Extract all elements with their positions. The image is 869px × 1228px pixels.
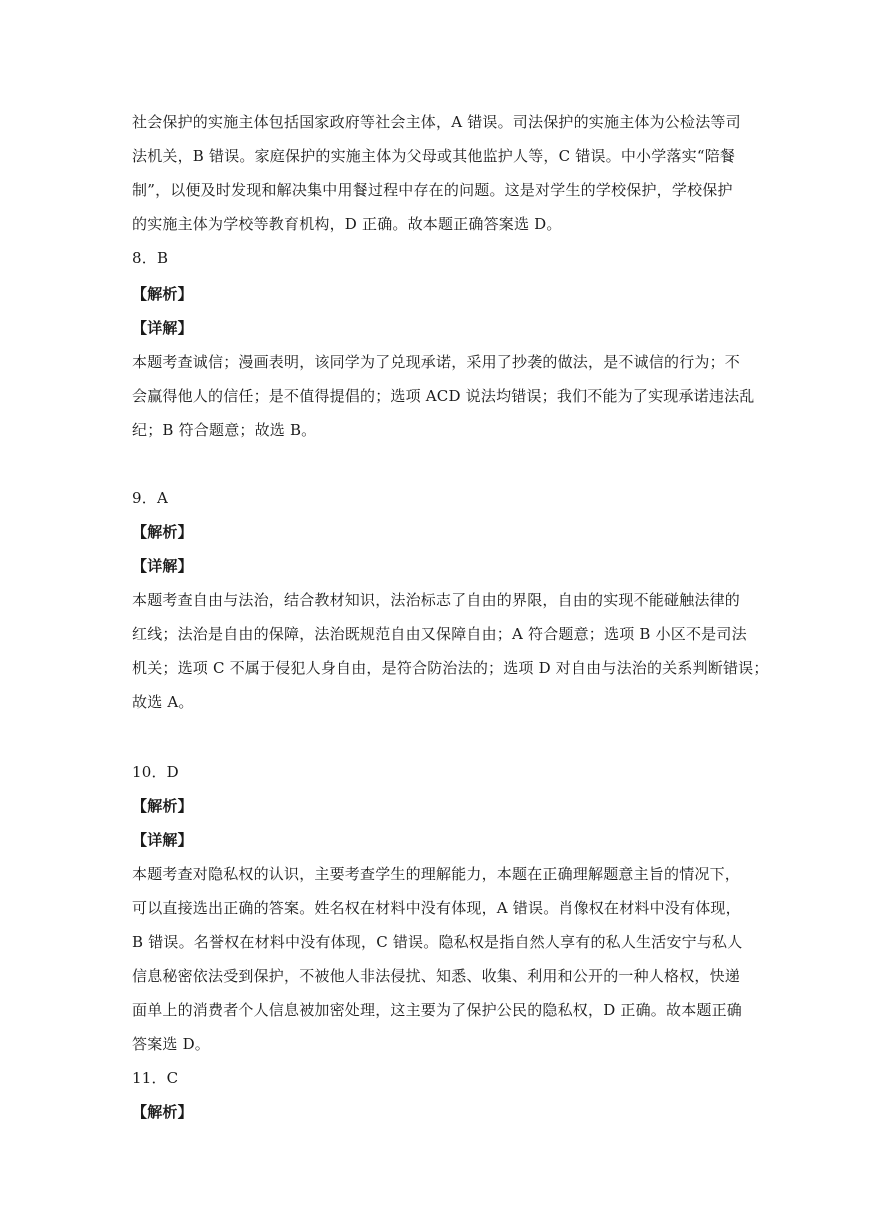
q10-detail-label: 【详解】 xyxy=(132,831,193,849)
q10-detail-line-3: B 错误。名誉权在材料中没有体现，C 错误。隐私权是指自然人享有的私人生活安宁与私人 xyxy=(132,933,743,951)
intro-line-2: 法机关，B 错误。家庭保护的实施主体为父母或其他监护人等，C 错误。中小学落实“陪餐 xyxy=(132,147,736,165)
q9-detail-line-1: 本题考查自由与法治，结合教材知识，法治标志了自由的界限，自由的实现不能碰触法律的 xyxy=(132,591,741,609)
q9-detail-label: 【详解】 xyxy=(132,557,193,575)
q8-detail-label: 【详解】 xyxy=(132,319,193,337)
q9-answer: 9．A xyxy=(132,489,168,507)
q8-detail-line-1: 本题考查诚信；漫画表明，该同学为了兑现承诺，采用了抄袭的做法，是不诚信的行为；不 xyxy=(132,353,741,371)
q8-detail-line-3: 纪；B 符合题意；故选 B。 xyxy=(132,421,317,439)
q10-detail-line-1: 本题考查对隐私权的认识，主要考查学生的理解能力，本题在正确理解题意主旨的情况下， xyxy=(132,865,741,883)
q10-detail-line-6: 答案选 D。 xyxy=(132,1035,210,1053)
q9-detail-line-4: 故选 A。 xyxy=(132,693,194,711)
intro-line-3: 制”，以便及时发现和解决集中用餐过程中存在的问题。这是对学生的学校保护，学校保护 xyxy=(132,181,733,199)
q10-analysis-label: 【解析】 xyxy=(132,797,193,815)
q8-detail-line-2: 会赢得他人的信任；是不值得提倡的；选项 ACD 说法均错误；我们不能为了实现承诺违法乱 xyxy=(132,387,755,405)
q8-answer: 8．B xyxy=(132,249,169,267)
intro-line-4: 的实施主体为学校等教育机构，D 正确。故本题正确答案选 D。 xyxy=(132,215,562,233)
q9-detail-line-3: 机关；选项 C 不属于侵犯人身自由，是符合防治法的；选项 D 对自由与法治的关系判断错误； xyxy=(132,659,769,677)
q10-detail-line-4: 信息秘密依法受到保护，不被他人非法侵扰、知悉、收集、利用和公开的一种人格权，快递 xyxy=(132,967,741,985)
q11-analysis-label: 【解析】 xyxy=(132,1103,193,1121)
q10-detail-line-2: 可以直接选出正确的答案。姓名权在材料中没有体现，A 错误。肖像权在材料中没有体现， xyxy=(132,899,741,917)
q10-answer: 10．D xyxy=(132,763,179,781)
q8-analysis-label: 【解析】 xyxy=(132,285,193,303)
q9-analysis-label: 【解析】 xyxy=(132,523,193,541)
q11-answer: 11．C xyxy=(132,1069,179,1087)
q9-detail-line-2: 红线；法治是自由的保障，法治既规范自由又保障自由；A 符合题意；选项 B 小区不是司法 xyxy=(132,625,747,643)
intro-line-1: 社会保护的实施主体包括国家政府等社会主体，A 错误。司法保护的实施主体为公检法等司 xyxy=(132,113,741,131)
q10-detail-line-5: 面单上的消费者个人信息被加密处理，这主要为了保护公民的隐私权，D 正确。故本题正确 xyxy=(132,1001,742,1019)
